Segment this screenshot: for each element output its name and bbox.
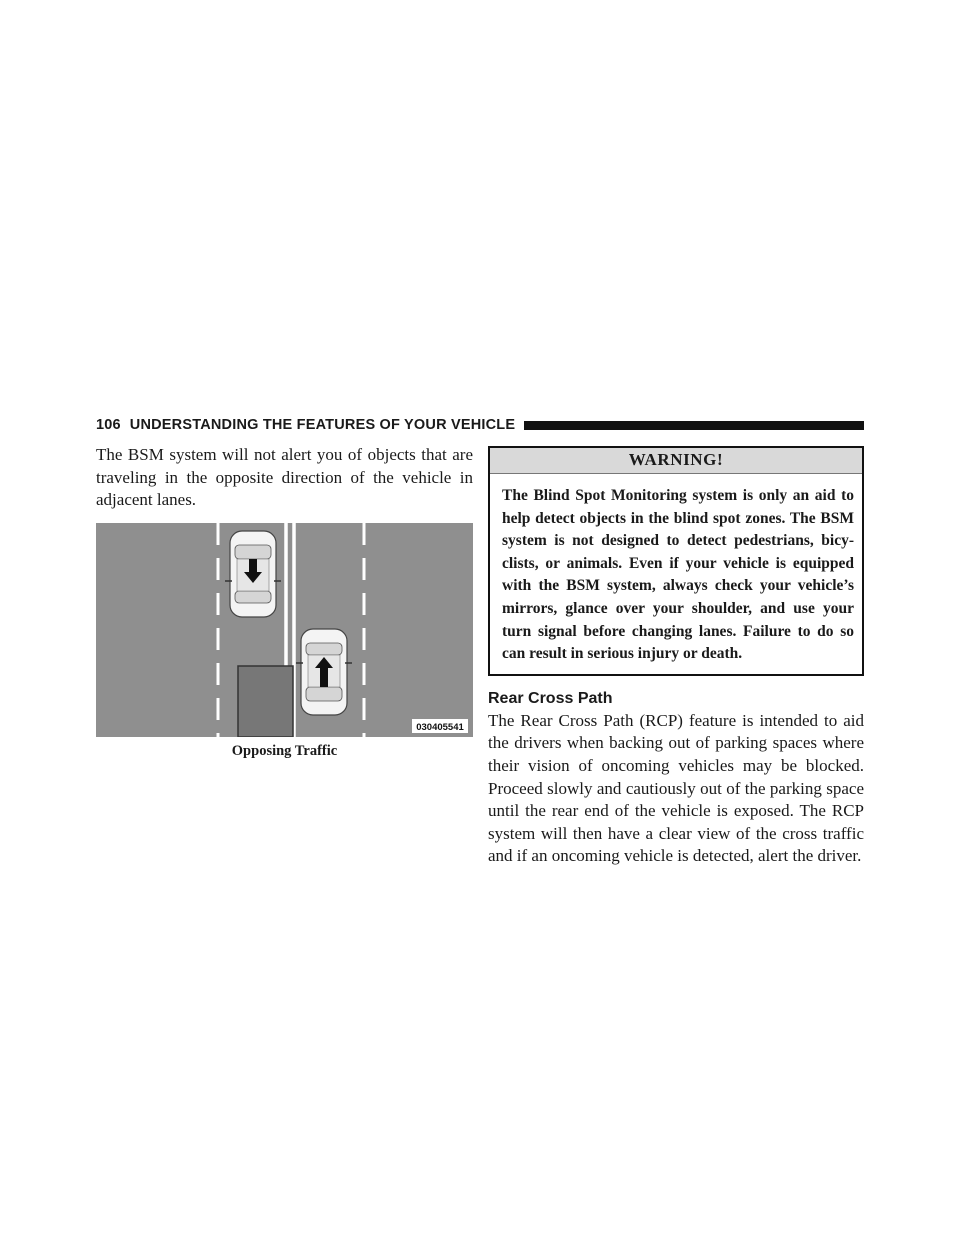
figure-caption: Opposing Traffic	[231, 742, 338, 759]
figure-code: 030405541	[416, 721, 464, 733]
warning-box	[488, 446, 864, 676]
page-header	[96, 417, 864, 433]
road-diagram	[96, 523, 473, 737]
page-number: 106	[96, 417, 121, 433]
own-car	[296, 629, 352, 715]
blind-spot-zone	[238, 666, 293, 737]
section-title: UNDERSTANDING THE FEATURES OF YOUR VEHICLE	[129, 417, 516, 433]
rcp-paragraph: The Rear Cross Path (RCP) feature is intended to aid the drivers when backing out of parking spaces where their vision of oncoming vehicles may be blocked. Proceed slowly and cautiously out of the parking space until the rear end of the vehicle is exposed. The RCP system will then have a clear view of the cross traffic and if an oncoming vehicle is detected, alert the driver.	[488, 710, 864, 866]
right-column	[488, 446, 864, 868]
rcp-heading: Rear Cross Path	[488, 689, 613, 707]
intro-paragraph: The BSM system will not alert you of objects that are traveling in the opposite direction of the vehicle in adjacent lanes.	[96, 445, 473, 510]
header-rule	[524, 421, 864, 430]
warning-text: The Blind Spot Monitoring system is only an aid to help detect objects in the blind spot zones. The BSM system is not designed to detect pedestrians, bicyclists, or animals. Even if your vehicle is equipped with the BSM system, always check your vehicle’s mirrors, glance over your shoulder, and use your turn signal before changing lanes. Failure to do so can result in serious injury or death.	[502, 487, 854, 663]
warning-title: WARNING!	[490, 448, 862, 474]
left-column	[96, 444, 473, 760]
oncoming-car	[225, 531, 281, 617]
opposing-traffic-figure	[96, 523, 473, 737]
